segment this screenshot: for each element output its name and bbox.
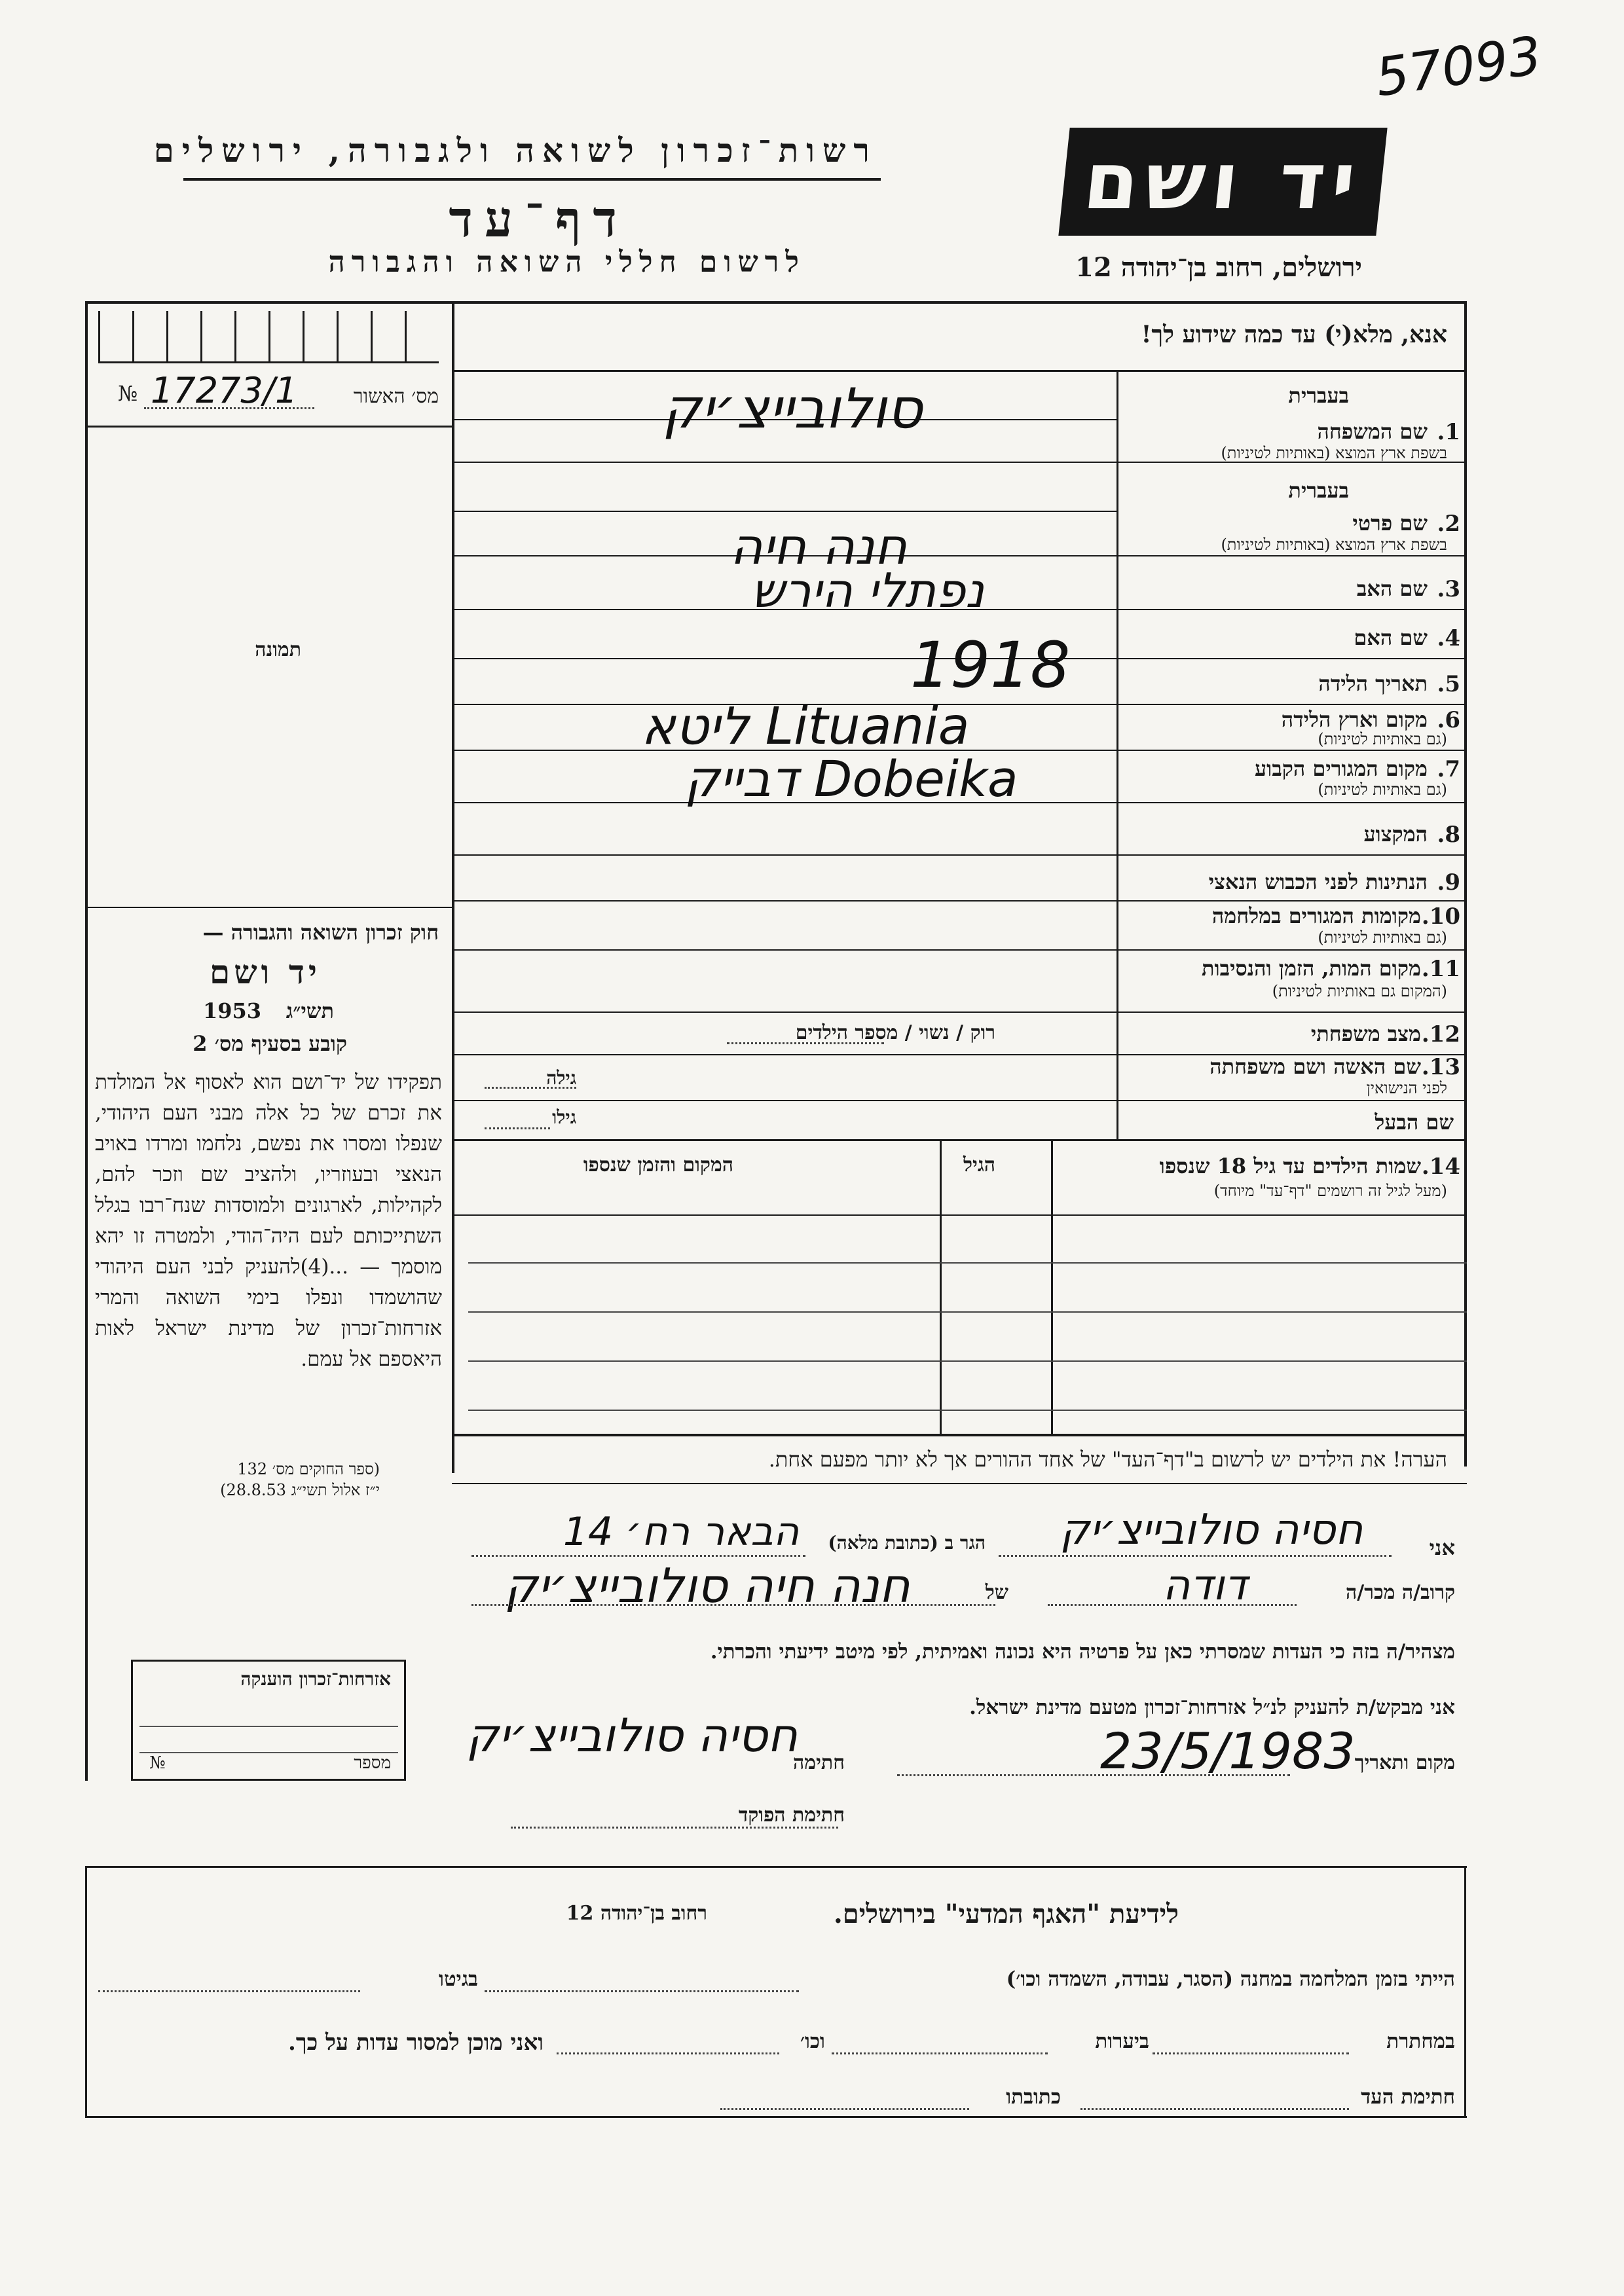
form-subtitle: לרשום חללי השואה והגבורה xyxy=(328,246,805,279)
field-13-label: שם האשה ושם משפחתה xyxy=(1209,1054,1421,1079)
field-5-number: 5. xyxy=(1437,671,1460,697)
field-9-label: הנתינות לפני הכבוש הנאצי xyxy=(1208,869,1428,894)
field-7-number: 7. xyxy=(1437,756,1460,782)
field-6-sub: (גם באותיות לטיניות) xyxy=(1318,730,1447,748)
declaration-line2-mid: של xyxy=(985,1581,1008,1604)
field-4-label: שם האם xyxy=(1354,625,1428,650)
declaration-deceased-name: חנה חיה סולובייצ׳יק xyxy=(504,1558,910,1613)
field-3-number: 3. xyxy=(1437,576,1460,602)
citizenship-no-prefix: № xyxy=(149,1753,166,1773)
bottom-line1-a: הייתי בזמן המלחמה במחנה (הסגר, עבודה, השמדה וכו׳) xyxy=(1006,1967,1455,1991)
bottom-top-border xyxy=(85,1866,1467,1868)
declaration-line2-dots xyxy=(1048,1604,1297,1606)
field-2-value: חנה חיה xyxy=(729,517,908,575)
bottom-line2-d: ואני מוכן למסור עדות על כך. xyxy=(288,2030,544,2056)
header-underline xyxy=(183,178,881,181)
note-text: הערה! את הילדים יש לרשום ב"דף־העד" של אחד ההורים אך לא יותר מפעם אחת. xyxy=(768,1447,1447,1472)
form-divider-left-column xyxy=(452,301,454,1473)
field-10-label: מקומות המגורים במלחמה xyxy=(1211,903,1421,928)
place-date-value: 23/5/1983 xyxy=(1100,1722,1356,1780)
intro-separator xyxy=(452,370,1467,372)
approval-number: 17273/1 xyxy=(151,370,298,411)
bottom-address: רחוב בן־יהודה 12 xyxy=(566,1902,707,1925)
children-number: 14. xyxy=(1421,1154,1460,1180)
form-top-border xyxy=(85,301,1467,304)
field-9-number: 9. xyxy=(1437,869,1460,896)
field-11-label: מקום המות, הזמן והנסיבות xyxy=(1201,956,1421,981)
bottom-line3-b: כתובתו xyxy=(1006,2085,1061,2109)
approval-no-prefix: № xyxy=(118,381,138,406)
field-10-number: 10. xyxy=(1421,903,1460,930)
bottom-line2-a: במחתרת xyxy=(1386,2030,1455,2053)
children-bottom-line xyxy=(452,1434,1467,1436)
yad-vashem-logo xyxy=(1058,128,1387,236)
children-rows xyxy=(468,1214,1467,1411)
place-date-label: מקום ותאריך xyxy=(1354,1751,1455,1774)
declaration-line1-dots xyxy=(471,1555,805,1557)
intro-text: אנא, מלא(י) עד כמה שידוע לך! xyxy=(1141,321,1447,348)
law-year-heb: תשי״ג xyxy=(286,998,334,1023)
bottom-line2-b: ביערות xyxy=(1095,2030,1149,2053)
husband-line xyxy=(485,1127,550,1129)
law-text: תפקידו של יד־ושם הוא לאסוף אל המולדת את זכרם של כל אלה מבני העם היהודי, שנפלו ומסרו את נפשם, נלחמו ומרדו באויב הנאצי ובעוזריו, ולהציב שם וזכר להם, לקהילות, לארגונים ולמוסדות שנח־רבו בגלל השתייכותם לעם היה־הודי, ולמטרה זו יהא מוסמך — ...(4)להעניק לבני העם היהודי שהושמדו ונפלו בימי השואה והמרי אזרחות־זכרון של מדינת ישראל לאות היאספם אל עמם. xyxy=(95,1070,442,1371)
field-10-sub: (גם באותיות לטיניות) xyxy=(1318,928,1447,947)
bottom-line3-dots-1 xyxy=(1080,2108,1349,2110)
row-sep xyxy=(1116,1011,1467,1013)
value-line xyxy=(452,1054,1116,1055)
citizenship-box xyxy=(131,1660,406,1781)
value-line xyxy=(452,511,1116,512)
field-13-maiden-label: גילה xyxy=(546,1067,576,1089)
approval-ticks xyxy=(98,311,439,363)
children-col-place: המקום והזמן שנספו xyxy=(583,1154,733,1176)
value-line xyxy=(452,1100,1116,1101)
bottom-line2-dots-2 xyxy=(832,2052,1048,2054)
form-title: דף־עד xyxy=(449,190,629,248)
bottom-line2-dots-3 xyxy=(557,2052,779,2054)
citizenship-number-label: מספר xyxy=(354,1753,391,1773)
field-1-number: 1. xyxy=(1437,419,1460,445)
bottom-left-border xyxy=(85,1866,87,2118)
bottom-line2-dots-1 xyxy=(1153,2052,1349,2054)
law-title: חוק זכרון השואה והגבורה — xyxy=(202,920,439,945)
declaration-line2-prefix: קרוב/ה מכר/ה xyxy=(1346,1581,1455,1604)
law-ref-2: י״ז אלול תשי״ג 28.8.53) xyxy=(220,1481,380,1499)
law-ref-1: (ספר החוקים מס׳ 132 xyxy=(237,1460,380,1478)
value-line xyxy=(452,1011,1116,1013)
field-7-label: מקום המגורים הקבוע xyxy=(1255,756,1428,781)
children-label: שמות הילדים עד גיל 18 שנספו xyxy=(1159,1154,1421,1178)
bottom-line2-c: וכו׳ xyxy=(800,2030,825,2053)
bottom-right-border xyxy=(1464,1866,1466,2118)
field-8-number: 8. xyxy=(1437,822,1460,848)
photo-label: תמונה xyxy=(255,638,301,661)
declaration-relation: דודה xyxy=(1162,1561,1247,1610)
field-11-number: 11. xyxy=(1421,956,1460,982)
approval-number-line xyxy=(144,407,314,409)
field-8-label: המקצוע xyxy=(1363,822,1428,847)
husband-name-label: שם הבעל xyxy=(1375,1110,1454,1135)
value-line xyxy=(452,900,1116,902)
row-sep xyxy=(1116,704,1467,705)
citizenship-box-lines xyxy=(139,1701,398,1753)
row-sep xyxy=(1116,750,1467,751)
signature-mark: חסיה סולובייצ׳יק xyxy=(466,1709,798,1762)
field-1-label: שם המשפחה xyxy=(1317,419,1428,444)
law-clause: קובע בסעיף מס׳ 2 xyxy=(193,1031,347,1056)
field-1-sub: בשפת ארץ המוצא (באותיות לטיניות) xyxy=(1221,444,1447,462)
value-line xyxy=(452,1139,1467,1141)
field-11-sub: (המקום גם באותיות לטיניות) xyxy=(1272,982,1447,1000)
value-line xyxy=(452,462,1116,463)
field-2-number: 2. xyxy=(1437,511,1460,537)
bottom-line3-a: חתימת העד xyxy=(1361,2085,1455,2109)
citizenship-box-title: אזרחות־זכרון הוענקה xyxy=(240,1668,391,1690)
bottom-line1-dots xyxy=(485,1990,799,1992)
law-box-top-line xyxy=(85,907,452,908)
field-7-value: דבייק Dobeika xyxy=(684,750,1018,808)
field-12-options: רוק / נשוי / מספר הילדים xyxy=(795,1021,995,1044)
bottom-line1-b: בגיטו xyxy=(439,1967,478,1991)
bottom-title: לידיעת "האגף המדעי" בירושלים. xyxy=(833,1899,1179,1929)
declaration-line4: אני מבקש/ת להעניק לנ״ל אזרחות־זכרון מטעם מדינת ישראל. xyxy=(969,1696,1455,1719)
logo-text: יד ושם xyxy=(1079,136,1367,227)
field-2-label: שם פרטי xyxy=(1352,511,1428,536)
husband-age-label: גילו xyxy=(552,1106,576,1128)
declaration-address: הבאר רח׳ 14 xyxy=(563,1509,800,1555)
place-date-line xyxy=(897,1774,1290,1776)
note-bottom-line xyxy=(452,1483,1467,1484)
row-sep xyxy=(1116,555,1467,556)
form-left-border xyxy=(85,301,88,1781)
field-6-label: מקום וארץ הלידה xyxy=(1281,707,1428,732)
field-13-sub: לפני הנישואין xyxy=(1366,1079,1447,1097)
field-5-label: תאריך הלידה xyxy=(1318,671,1428,696)
field-3-value: נפתלי הירש xyxy=(751,563,984,618)
field-6-number: 6. xyxy=(1437,707,1460,733)
law-name: יד ושם xyxy=(210,953,321,991)
field-1-hebrew-tag: בעברית xyxy=(1288,383,1349,408)
field-7-sub: (גם באותיות לטיניות) xyxy=(1318,780,1447,799)
declaration-line2-dots-2 xyxy=(471,1604,995,1606)
declaration-line1-dots-2 xyxy=(999,1555,1392,1557)
bottom-line3-dots-2 xyxy=(720,2108,969,2110)
row-sep xyxy=(1116,900,1467,902)
value-line xyxy=(452,949,1116,951)
officer-signature-label: חתימת הפוקד xyxy=(738,1804,845,1827)
law-year: 1953 xyxy=(203,998,262,1023)
header-address: ירושלים, רחוב בן־יהודה 12 xyxy=(1075,252,1362,283)
signature-label: חתימה xyxy=(793,1751,845,1774)
field-3-label: שם האב xyxy=(1356,576,1428,601)
field-12-number: 12. xyxy=(1421,1021,1460,1048)
row-sep xyxy=(1116,1100,1467,1101)
row-sep xyxy=(1116,854,1467,856)
row-sep xyxy=(1116,802,1467,803)
field-2-sub: בשפת ארץ המוצא (באותיות לטיניות) xyxy=(1221,536,1447,554)
children-sub: (מעל לגיל זה רושמים "דף־עד" מיוחד) xyxy=(1213,1182,1447,1200)
declaration-line3: מצהיר/ה בזה כי העדות שמסרתי כאן על פרטיה היא נכונה ואמיתית, לפי מיטב ידיעתי והכרתי. xyxy=(710,1640,1455,1664)
field-12-label: מצב משפחתי xyxy=(1310,1021,1421,1046)
field-12-line xyxy=(727,1042,884,1044)
row-sep xyxy=(1116,658,1467,659)
approval-bottom-line xyxy=(85,426,452,428)
officer-line xyxy=(511,1827,838,1829)
field-4-number: 4. xyxy=(1437,625,1460,651)
field-6-value: ליטא Lituania xyxy=(641,697,970,756)
bottom-bottom-border xyxy=(85,2116,1467,2118)
org-title: רשות־זכרון לשואה ולגבורה, ירושלים xyxy=(153,131,877,170)
declaration-line1-mid: הגר ב (כתובת מלאה) xyxy=(828,1532,986,1554)
approval-label: מס׳ האשור xyxy=(353,385,439,408)
declaration-line1-prefix: אני xyxy=(1429,1535,1455,1560)
field-5-value: 1918 xyxy=(910,629,1071,702)
row-sep xyxy=(1116,949,1467,951)
declaration-name: חסיה סולובייצ׳יק xyxy=(1060,1506,1363,1554)
corner-archive-number: 57093 xyxy=(1371,24,1545,109)
field-13-line xyxy=(485,1087,576,1089)
form-divider-labels xyxy=(1116,370,1118,1139)
field-1-value: סולובייצ׳יק xyxy=(662,376,923,441)
children-col-age: הגיל xyxy=(963,1154,995,1176)
field-2-hebrew-tag: בעברית xyxy=(1288,478,1349,503)
row-sep xyxy=(1116,609,1467,610)
value-line xyxy=(452,854,1116,856)
field-13-number: 13. xyxy=(1421,1054,1460,1080)
bottom-line1-dots-2 xyxy=(98,1990,360,1992)
